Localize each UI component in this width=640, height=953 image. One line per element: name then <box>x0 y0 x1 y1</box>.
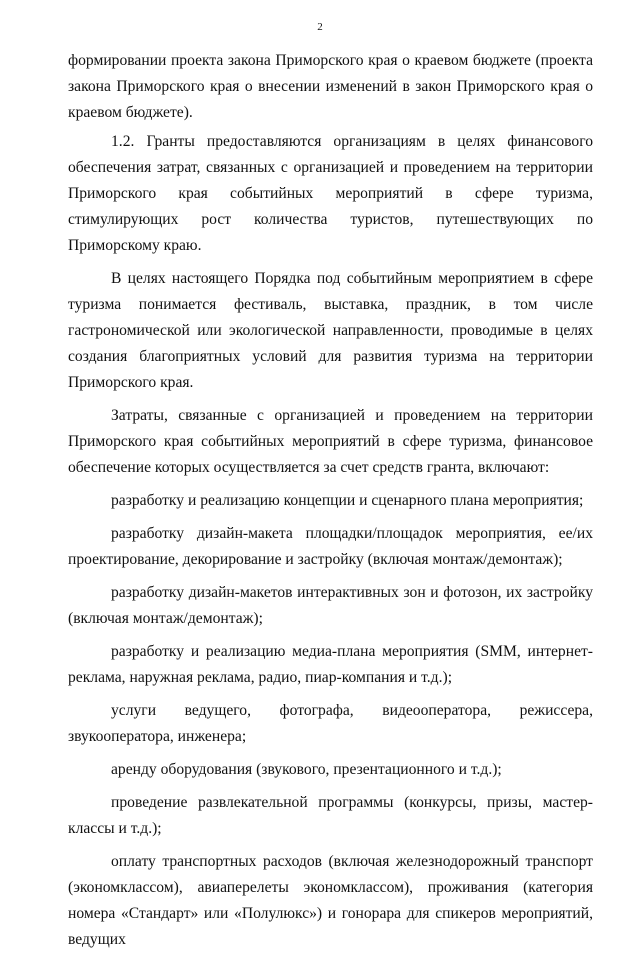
paragraph-1-2-grants: 1.2. Гранты предоставляются организациям в целях финансового обеспечения затрат, связанных с организацией и проведением на территории Приморского края событийных мероприятий в сфере туризма, стимулирующих рост количества туристов, путешествующих по Приморскому краю. <box>68 133 593 254</box>
list-item-media-plan: разработку и реализацию медиа-плана мероприятия (SMM, интернет-реклама, наружная реклама, радио, пиар-компания и т.д.); <box>68 643 593 686</box>
list-item-equipment-rental: аренду оборудования (звукового, презентационного и т.д.); <box>111 761 502 778</box>
list-item-transport: оплату транспортных расходов (включая железнодорожный транспорт (экономклассом), авиаперелеты экономклассом), проживания (категория номера «Стандарт» или «Полулюкс») и гонорара для спикеров мероприятий, ведущих <box>68 853 593 948</box>
list-item-concept: разработку и реализацию концепции и сценарного плана мероприятия; <box>111 492 584 509</box>
page-number: 2 <box>317 21 323 33</box>
document-body <box>68 48 593 953</box>
list-item-entertainment: проведение развлекательной программы (конкурсы, призы, мастер-классы и т.д.); <box>68 794 593 837</box>
paragraph-1-continuation: формировании проекта закона Приморского края о краевом бюджете (проекта закона Приморского края о внесении изменений в закон Приморского края о краевом бюджете). <box>68 52 593 121</box>
list-item-services: услуги ведущего, фотографа, видеооператора, режиссера, звукооператора, инженера; <box>68 702 593 745</box>
list-item-design-layout: разработку дизайн-макета площадки/площадок мероприятия, ее/их проектирование, декорирование и застройку (включая монтаж/демонтаж); <box>68 525 593 568</box>
paragraph-costs-intro: Затраты, связанные с организацией и проведением на территории Приморского края событийных мероприятий в сфере туризма, финансовое обеспечение которых осуществляется за счет средств гранта, включают: <box>68 407 593 476</box>
paragraph-event-definition: В целях настоящего Порядка под событийным мероприятием в сфере туризма понимается фестиваль, выставка, праздник, в том числе гастрономической или экологической направленности, проводимые в целях создания благоприятных условий для развития туризма на территории Приморского края. <box>68 270 593 391</box>
list-item-interactive-zones: разработку дизайн-макетов интерактивных зон и фотозон, их застройку (включая монтаж/демонтаж); <box>68 584 593 627</box>
